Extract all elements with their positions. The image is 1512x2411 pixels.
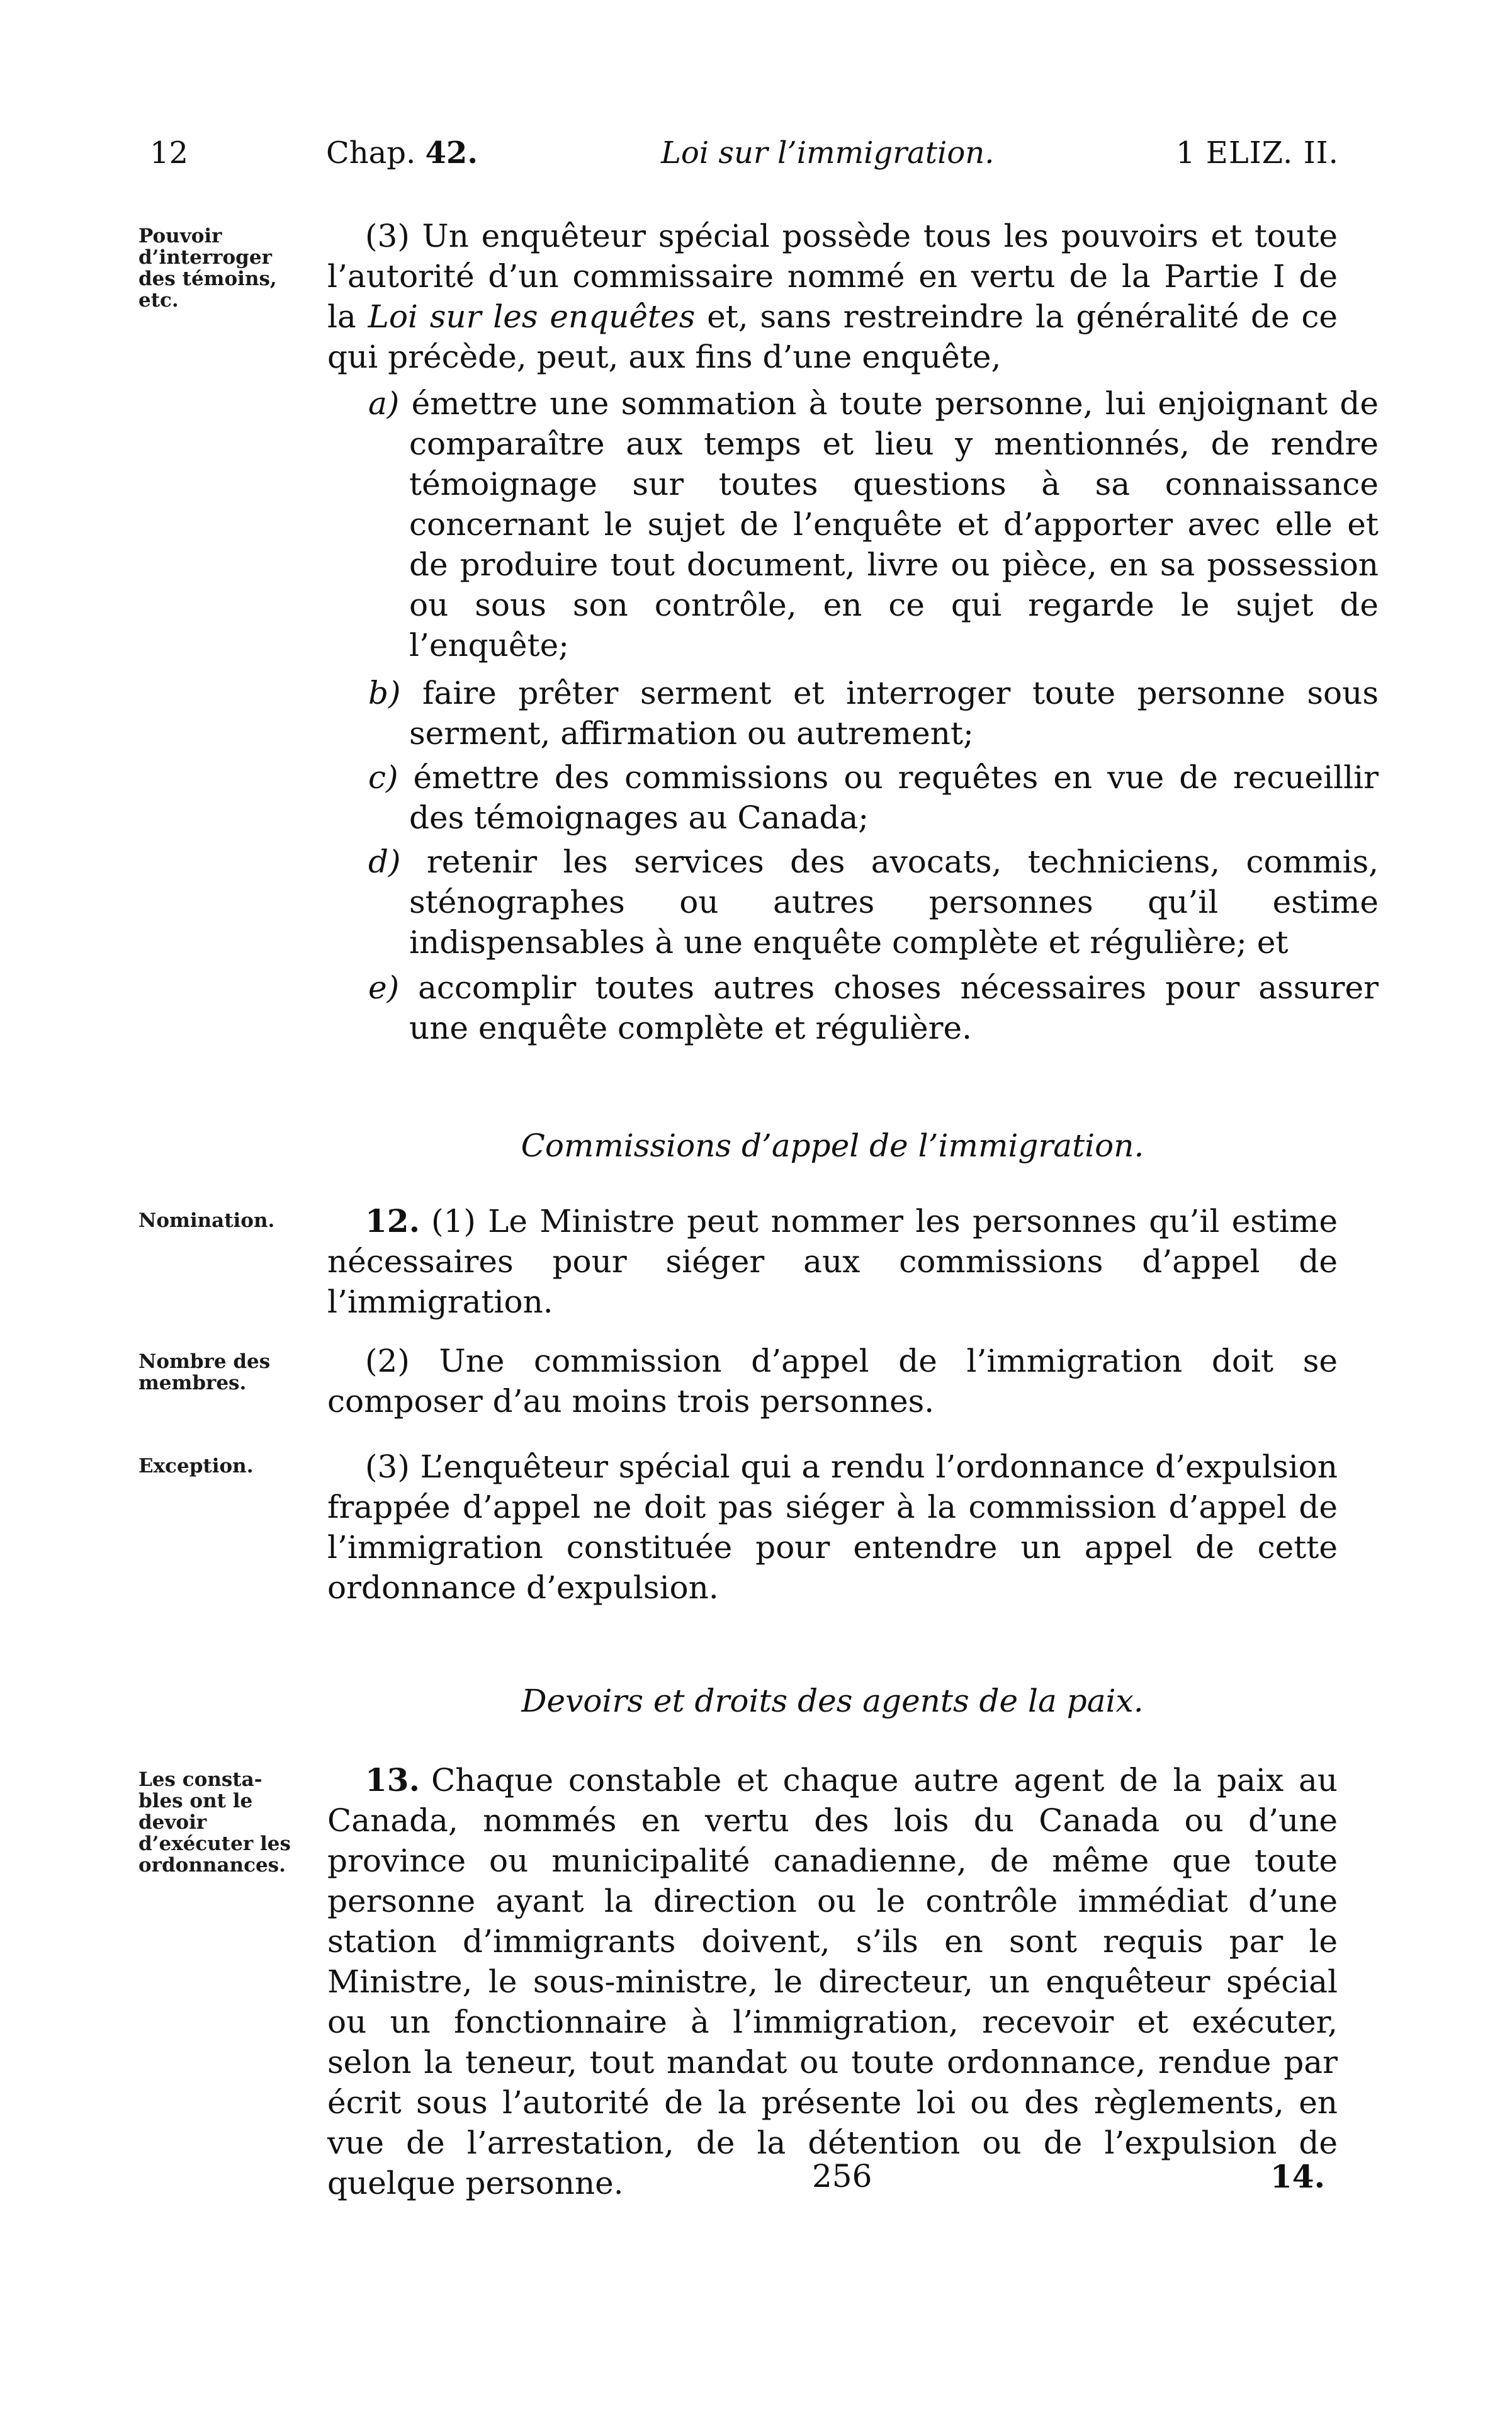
subsection-11-3-rest: et, sans restreindre la généralité de ce qui précède, peut, aux fins d’une enquête,: [327, 298, 1338, 375]
item-label: a): [368, 385, 400, 422]
margin-note-constables: [138, 1769, 327, 1876]
subsection-11-3-lead: (3) Un enquêteur spécial possède tous les pouvoirs et toute l’autorité d’un commissaire nommé en vertu de la Partie I de la: [327, 218, 1338, 335]
item-text: retenir les services des avocats, techniciens, commis, sténographes ou autres personnes qu’il estime indispensables à une enquête complète et régulière; et: [409, 844, 1379, 961]
paragraph-c: [368, 757, 1379, 838]
chapter-label: Chap.: [326, 135, 416, 171]
footer-catchword: 14.: [1270, 2158, 1325, 2195]
paragraph-d: [368, 842, 1379, 963]
margin-note-exception: [138, 1455, 327, 1477]
item-label: d): [368, 844, 401, 880]
margin-note-line: Les consta-: [138, 1768, 262, 1791]
margin-note-line: d’interroger: [138, 246, 272, 269]
subsection-12-2: (2) Une commission d’appel de l’immigration doit se composer d’au moins trois personnes.: [327, 1343, 1338, 1420]
section-13: [327, 1760, 1338, 2203]
header-chapter: [326, 135, 478, 171]
margin-note-line: Pouvoir: [138, 225, 222, 247]
margin-note-nomination: [138, 1210, 327, 1231]
header-regnal-year: 1 ELIZ. II.: [1176, 135, 1339, 171]
margin-note-line: Nomination.: [138, 1209, 275, 1232]
margin-note-pouvoir: [138, 225, 327, 311]
margin-note-line: membres.: [138, 1372, 247, 1394]
footer-page-number: 256: [812, 2158, 872, 2194]
margin-note-line: bles ont le: [138, 1790, 253, 1812]
subsection-11-3: [327, 216, 1338, 377]
margin-note-line: d’exécuter les: [138, 1832, 291, 1855]
chapter-number: 42.: [425, 135, 478, 171]
item-label: e): [368, 969, 400, 1006]
item-label: b): [368, 675, 401, 711]
header-page-number: 12: [150, 135, 189, 171]
header-title: Loi sur l’immigration.: [661, 135, 995, 171]
section-number: 13.: [365, 1761, 420, 1798]
running-header: [0, 135, 1512, 179]
margin-note-line: Nombre des: [138, 1350, 271, 1373]
section-number: 12.: [365, 1202, 420, 1239]
margin-note-line: Exception.: [138, 1455, 254, 1477]
act-name: Loi sur les enquêtes: [368, 298, 696, 335]
paragraph-b: [368, 673, 1379, 754]
margin-note-line: etc.: [138, 289, 179, 312]
subsection-text: (1) Le Ministre peut nommer les personnes qu’il estime nécessaires pour siéger aux commissions d’appel de l’immigration.: [327, 1203, 1338, 1320]
paragraph-a: [368, 383, 1379, 665]
item-text: émettre des commissions ou requêtes en vue de recueillir des témoignages au Canada;: [409, 759, 1379, 836]
paragraph-e: [368, 968, 1379, 1048]
section-heading-commissions: Commissions d’appel de l’immigration.: [521, 1127, 1144, 1164]
margin-note-nombre: [138, 1351, 327, 1394]
margin-note-line: ordonnances.: [138, 1854, 286, 1877]
item-text: émettre une sommation à toute personne, lui enjoignant de comparaître aux temps et lieu y mentionnés, de rendre témoignage sur toutes questions à sa connaissance concernant le sujet de l’enquête et d’apporter avec elle et de produire tout document, livre ou pièce, en sa possession ou sous son contrôle, en ce qui regarde le sujet de l’enquête;: [409, 385, 1379, 663]
margin-note-line: des témoins,: [138, 268, 277, 290]
section-heading-devoirs: Devoirs et droits des agents de la paix.: [521, 1683, 1144, 1719]
subsection-12-3: (3) L’enquêteur spécial qui a rendu l’ordonnance d’expulsion frappée d’appel ne doit pas siéger à la commission d’appel de l’immigration constituée pour entendre un appel de cette ordonnance d’expulsion.: [327, 1448, 1338, 1606]
item-label: c): [368, 759, 398, 796]
margin-note-line: devoir: [138, 1811, 207, 1834]
subsection-12-1: [327, 1201, 1338, 1322]
item-text: accomplir toutes autres choses nécessaires pour assurer une enquête complète et régulière.: [409, 969, 1379, 1046]
item-text: faire prêter serment et interroger toute personne sous serment, affirmation ou autrement;: [409, 675, 1379, 752]
section-13-text: Chaque constable et chaque autre agent de la paix au Canada, nommés en vertu des lois du Canada ou d’une province ou municipalité canadienne, de même que toute personne ayant la direction ou le contrôle immédiat d’une station d’immigrants doivent, s’ils en sont requis par le Ministre, le sous-ministre, le directeur, un enquêteur spécial ou un fonctionnaire à l’immigration, recevoir et exécuter, selon la teneur, tout mandat ou toute ordonnance, rendue par écrit sous l’autorité de la présente loi ou des règlements, en vue de l’arrestation, de la détention ou de l’expulsion de quelque personne.: [327, 1762, 1338, 2201]
